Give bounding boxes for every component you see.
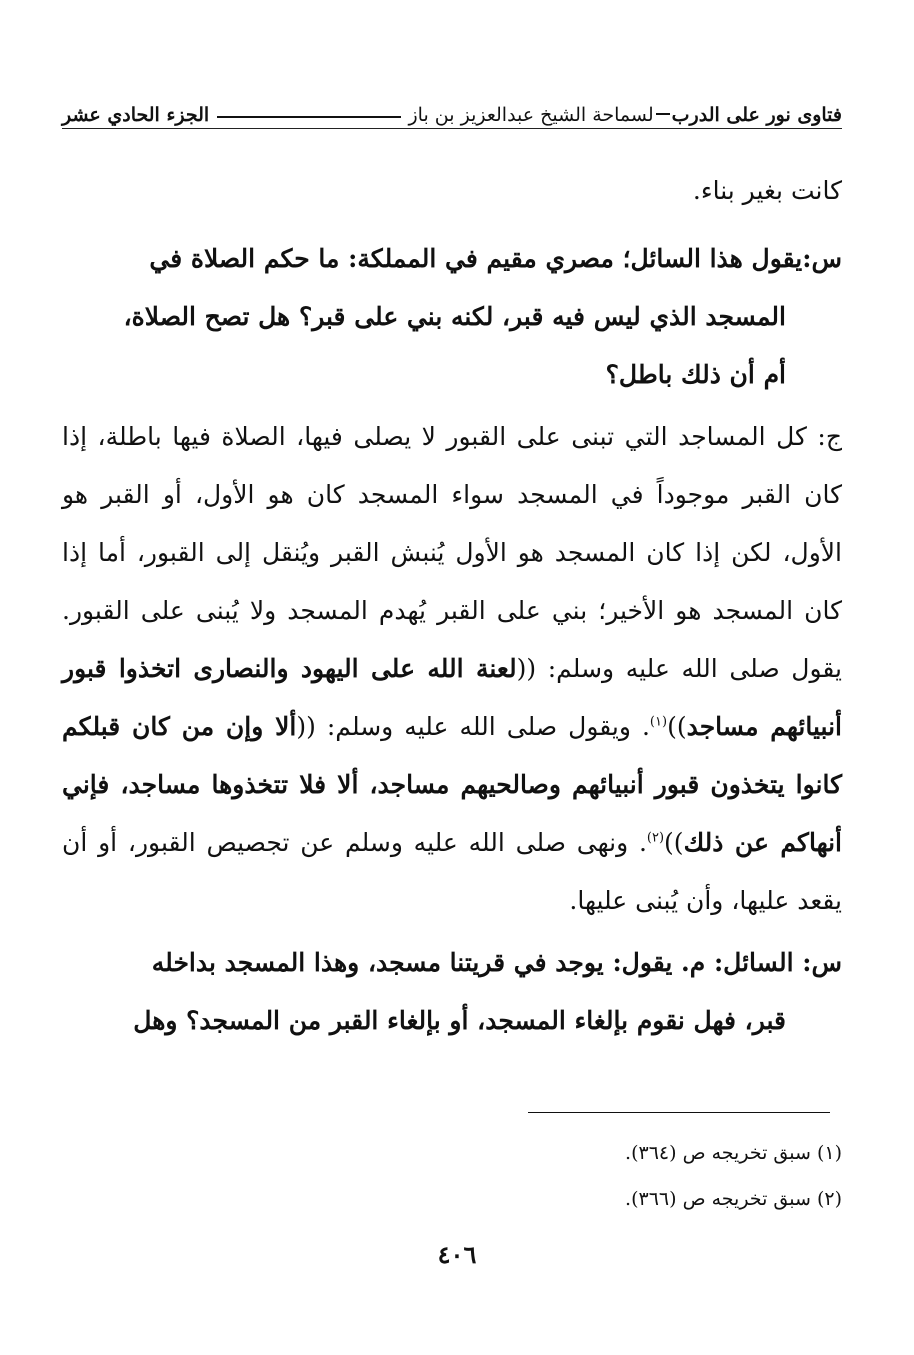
question-1-line-1: س:يقول هذا السائل؛ مصري مقيم في المملكة: ما حكم الصلاة في: [149, 244, 842, 273]
question-2: [62, 934, 842, 1050]
header-dash: [656, 113, 670, 115]
hadith-1: لعنة الله على اليهود والنصارى اتخذوا قبور أنبيائهم مساجد: [62, 654, 842, 741]
footnote-1: (١) سبق تخريجه ص (٣٦٤).: [625, 1142, 842, 1164]
footnotes: [62, 1130, 842, 1222]
footnote-rule: [528, 1112, 830, 1113]
question-2-line-1: س: السائل: م. يقول: يوجد في قريتنا مسجد، وهذا المسجد بداخله: [151, 948, 842, 977]
running-header: [62, 86, 842, 126]
question-2-line-2: قبر، فهل نقوم بإلغاء المسجد، أو بإلغاء القبر من المسجد؟ وهل: [133, 1006, 786, 1035]
answer-1-text-3: . ويقول صلى الله عليه وسلم: ((: [296, 712, 650, 741]
header-leader-line: [217, 116, 400, 118]
main-text: [62, 158, 842, 1050]
footnote-2: (٢) سبق تخريجه ص (٣٦٦).: [625, 1188, 842, 1210]
footnote-ref-1: (١): [649, 714, 668, 730]
part-number: الجزء الحادي عشر: [62, 104, 210, 126]
header-rule: [62, 128, 842, 129]
question-1-line-3: أم أن ذلك باطل؟: [605, 360, 786, 389]
header-book-title: [409, 104, 843, 126]
answer-1-text-1: ج: كل المساجد التي تبنى على القبور لا يصلى فيها، الصلاة فيها باطلة، إذا كان القبر موجوداً في المسجد سواء المسجد كان هو الأول، أو القبر هو الأول، لكن إذا كان المسجد هو الأول يُنبش القبر ويُنقل إلى القبور، أما إذا كان المسجد هو الأخير؛ بني على القبر يُهدم المسجد ولا يُبنى على القبور. يقول صلى الله عليه وسلم: ((: [62, 422, 842, 683]
answer-1-text-2: )): [667, 712, 687, 741]
question-1: [62, 230, 842, 404]
author-name: لسماحة الشيخ عبدالعزيز بن باز: [408, 104, 654, 126]
question-1-line-2: المسجد الذي ليس فيه قبر، لكنه بني على قبر؟ هل تصح الصلاة،: [123, 302, 786, 331]
answer-1-text-5: . ونهى صلى الله عليه وسلم عن تجصيص القبور، أو أن يقعد عليها، وأن يُبنى عليها.: [62, 828, 842, 915]
page-number: ٤٠٦: [437, 1240, 477, 1269]
book-title: فتاوى نور على الدرب: [671, 104, 842, 126]
answer-1-text-4: )): [664, 828, 684, 857]
answer-1: [62, 408, 842, 930]
footnote-ref-2: (٢): [646, 830, 665, 846]
continuation-text: كانت بغير بناء.: [692, 176, 842, 205]
hadith-2: ألا وإن من كان قبلكم كانوا يتخذون قبور أنبيائهم وصالحيهم مساجد، ألا فلا تتخذوها مساجد، فإني أنهاكم عن ذلك: [62, 712, 843, 857]
